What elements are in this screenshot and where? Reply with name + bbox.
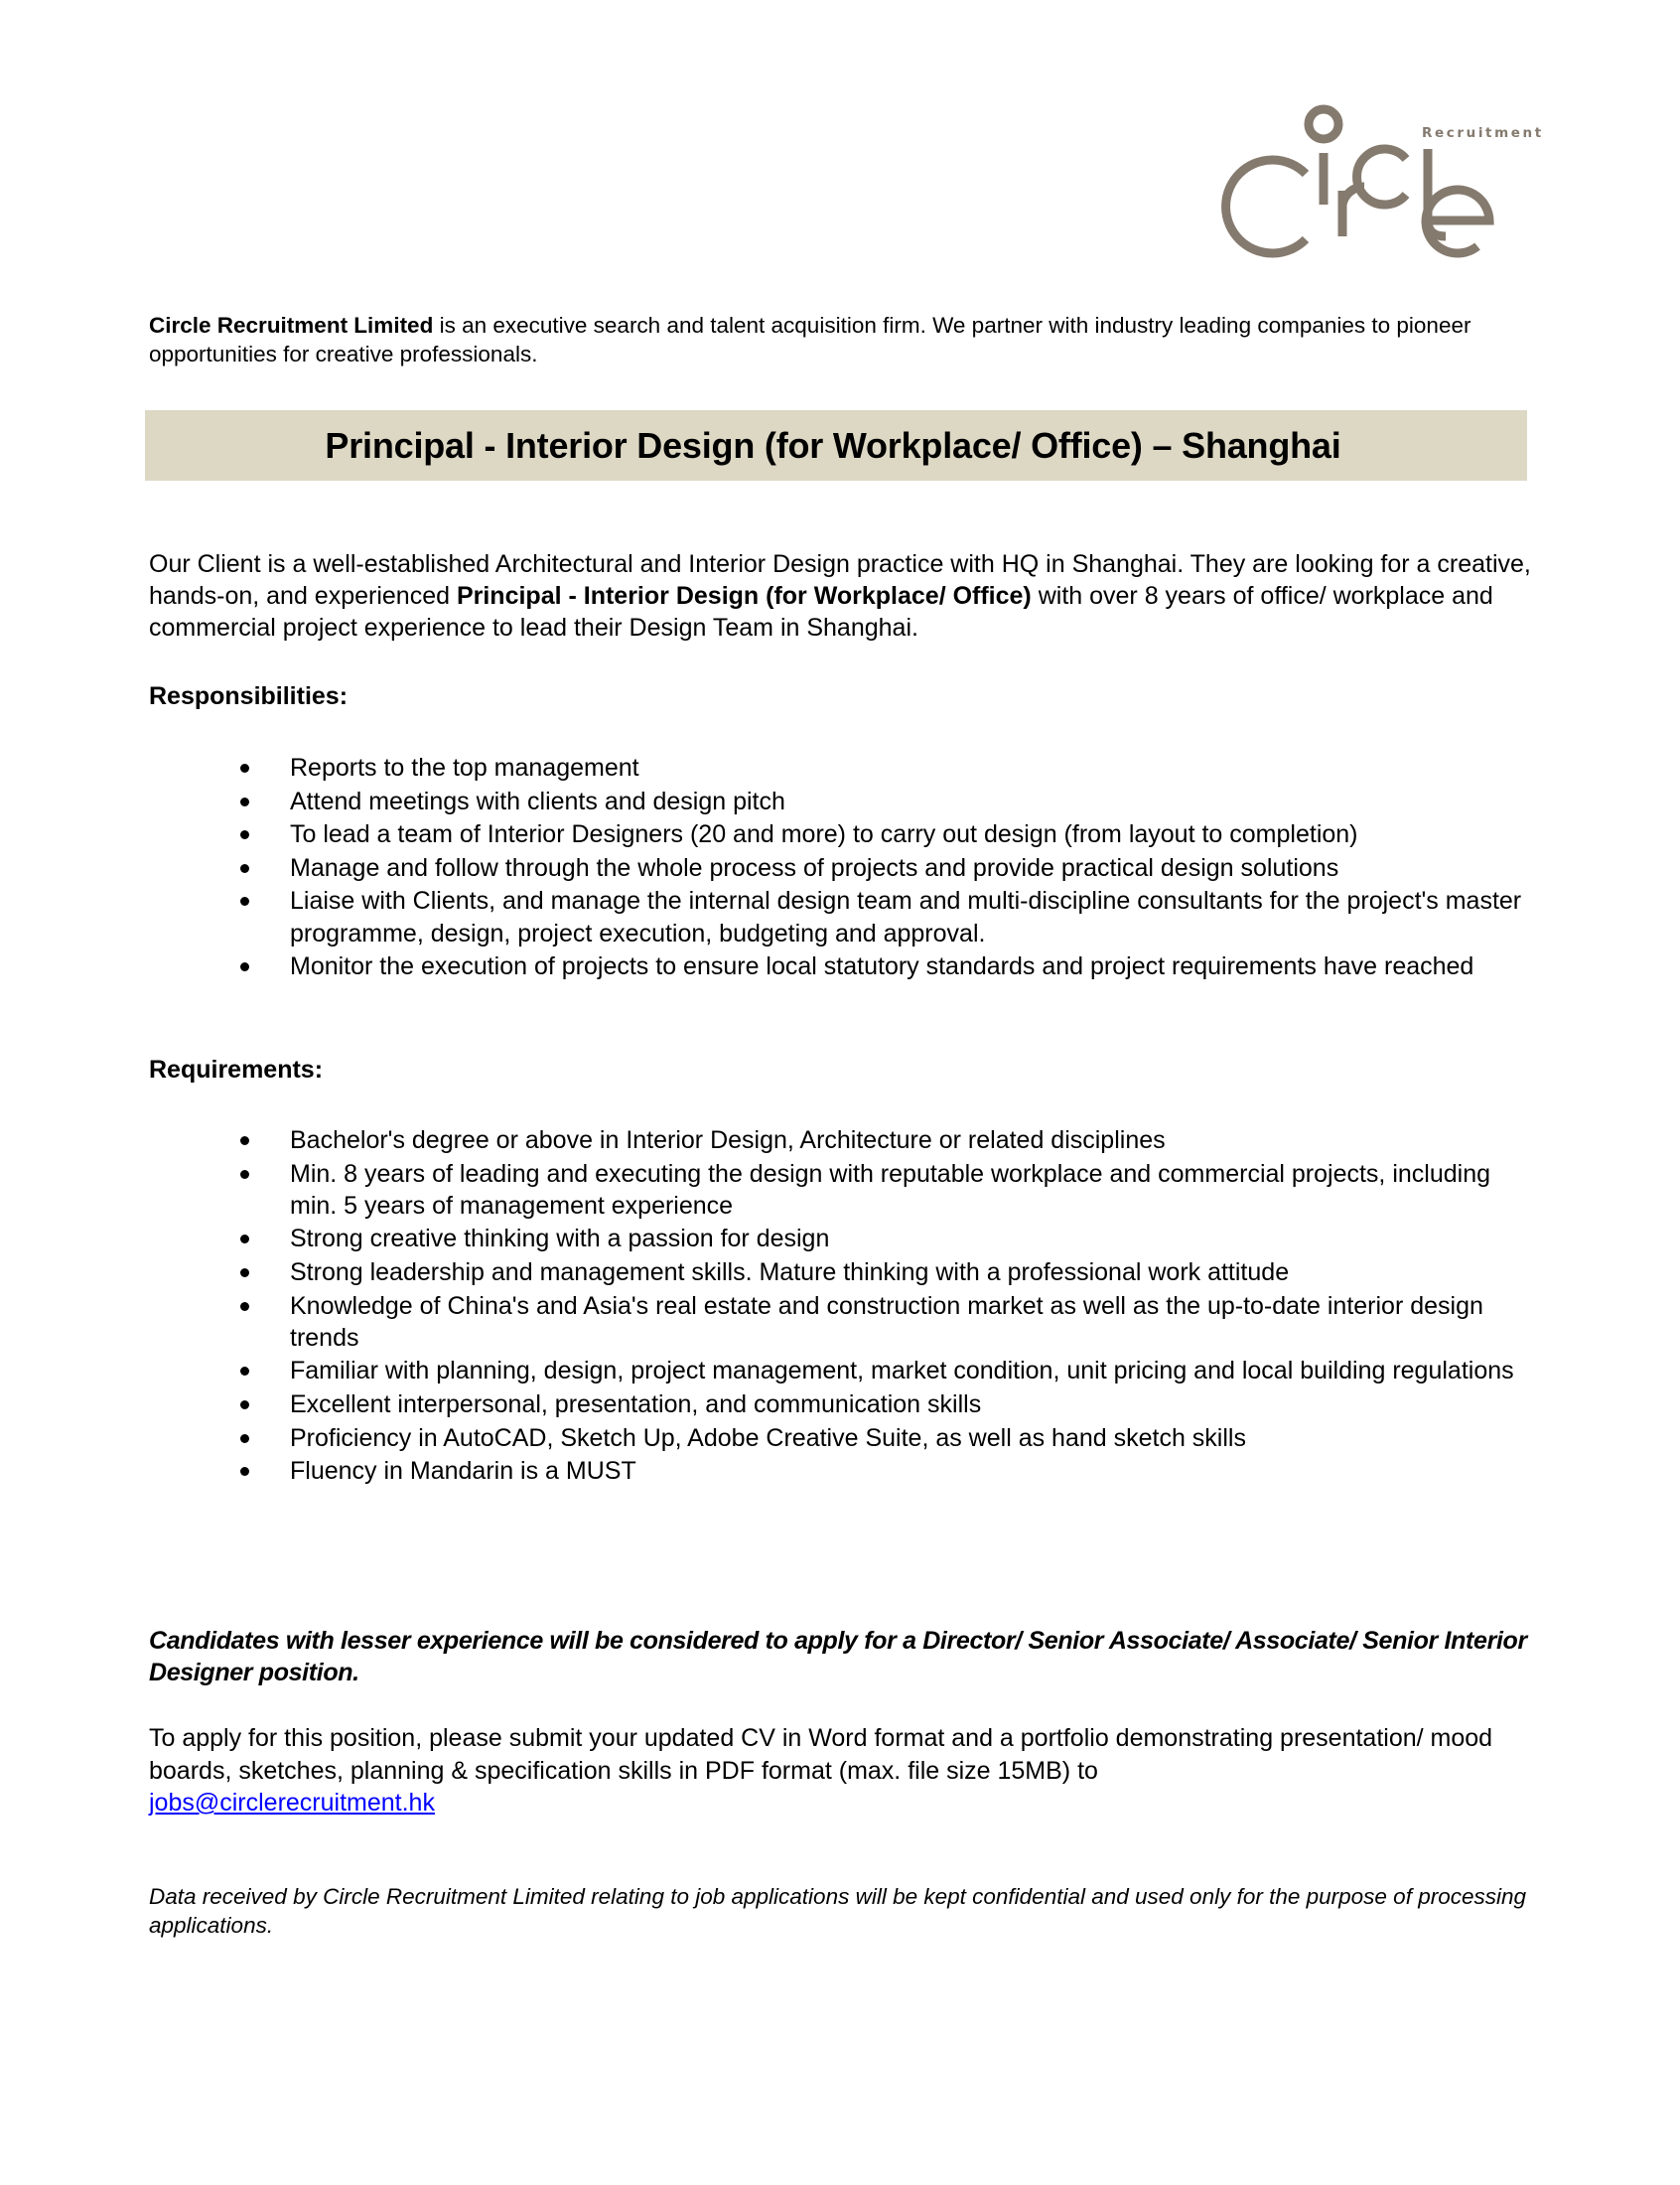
list-item — [149, 950, 1539, 982]
company-name: Circle Recruitment Limited — [149, 313, 434, 338]
list-item — [149, 852, 1539, 884]
list-item-text: Monitor the execution of projects to ensure local statutory standards and project requirements have reached — [290, 952, 1474, 981]
client-description-role: Principal - Interior Design (for Workplace/ Office) — [456, 582, 1032, 610]
list-item-text: Fluency in Mandarin is a MUST — [290, 1457, 636, 1486]
job-title: Principal - Interior Design (for Workplace/ Office) – Shanghai — [325, 424, 1341, 466]
application-instructions — [149, 1722, 1549, 1820]
list-item — [149, 885, 1539, 948]
bullet-icon — [240, 864, 249, 873]
bullet-icon — [240, 1136, 249, 1145]
logo-letter-c — [1226, 160, 1306, 253]
list-item-text: Proficiency in AutoCAD, Sketch Up, Adobe Creative Suite, as well as hand sketch skills — [290, 1423, 1246, 1452]
list-item — [149, 752, 1539, 784]
logo-letter-small-c — [1357, 149, 1406, 205]
bullet-icon — [240, 1268, 249, 1277]
list-item-text: Bachelor's degree or above in Interior Design, Architecture or related disciplines — [290, 1126, 1166, 1154]
lesser-experience-note: Candidates with lesser experience will be considered to apply for a Director/ Senior Associate/ Associate/ Senior Interior Designer position. — [149, 1627, 1527, 1686]
list-item-text: Familiar with planning, design, project management, market condition, unit pricing and local building regulations — [290, 1357, 1514, 1385]
responsibilities-heading: Responsibilities: — [149, 682, 349, 710]
application-text: To apply for this position, please submit your updated CV in Word format and a portfolio demonstrating presentation/ mood boards, sketches, planning & specification skills in PDF format (max. file size 15MB) to — [149, 1724, 1493, 1785]
logo-letter-e — [1426, 190, 1489, 253]
list-item-text: Liaise with Clients, and manage the internal design team and multi-discipline consultants for the project's master programme, design, project execution, budgeting and approval. — [290, 887, 1522, 947]
list-item — [149, 1256, 1539, 1288]
privacy-disclaimer: Data received by Circle Recruitment Limited relating to job applications will be kept confidential and used only for the purpose of processing applications. — [149, 1884, 1527, 1938]
bullet-icon — [240, 1467, 249, 1476]
list-item-text: Knowledge of China's and Asia's real estate and construction market as well as the up-to-date interior design trends — [290, 1291, 1483, 1352]
job-title-banner — [145, 410, 1527, 481]
list-item — [149, 1290, 1539, 1354]
list-item — [149, 1124, 1539, 1156]
list-item — [149, 1455, 1539, 1487]
logo-tagline: Recruitment — [1422, 125, 1544, 141]
bullet-icon — [240, 1302, 249, 1311]
responsibilities-list — [149, 752, 1539, 984]
list-item — [149, 1158, 1539, 1222]
company-description: is an executive search and talent acquisition firm. We partner with industry leading companies to pioneer opportunities for creative professionals. — [149, 313, 1471, 366]
circle-logo-icon — [1217, 95, 1545, 264]
bullet-icon — [240, 1400, 249, 1409]
client-description — [149, 548, 1534, 644]
bullet-icon — [240, 798, 249, 806]
company-intro — [149, 311, 1534, 368]
requirements-heading: Requirements: — [149, 1056, 324, 1084]
list-item — [149, 818, 1539, 850]
list-item-text: Strong leadership and management skills. Mature thinking with a professional work attitude — [290, 1257, 1290, 1286]
list-item — [149, 786, 1539, 817]
list-item-text: Reports to the top management — [290, 754, 639, 782]
list-item-text: To lead a team of Interior Designers (20 and more) to carry out design (from layout to completion) — [290, 820, 1358, 849]
list-item-text: Min. 8 years of leading and executing the design with reputable workplace and commercial projects, including min. 5 years of management experience — [290, 1159, 1491, 1220]
client-description-text-end: with over 8 years of office/ workplace and commercial project experience to lead their Design Team in Shanghai. — [149, 582, 1493, 642]
bullet-icon — [240, 830, 249, 839]
logo-dot — [1309, 109, 1338, 139]
company-logo — [1217, 95, 1545, 264]
list-item-text: Excellent interpersonal, presentation, and communication skills — [290, 1389, 982, 1418]
client-description-text: Our Client is a well-established Architectural and Interior Design practice with HQ in Shanghai. They are looking for a creative, hands-on, and experienced — [149, 550, 1531, 610]
bullet-icon — [240, 962, 249, 971]
list-item-text: Strong creative thinking with a passion for design — [290, 1225, 830, 1253]
bullet-icon — [240, 764, 249, 773]
requirements-list — [149, 1124, 1539, 1489]
bullet-icon — [240, 1367, 249, 1376]
bullet-icon — [240, 1170, 249, 1179]
bullet-icon — [240, 897, 249, 906]
list-item-text: Attend meetings with clients and design pitch — [290, 787, 785, 815]
bullet-icon — [240, 1235, 249, 1243]
list-item — [149, 1388, 1539, 1420]
bullet-icon — [240, 1434, 249, 1443]
list-item — [149, 1223, 1539, 1254]
email-link[interactable]: jobs@circlerecruitment.hk — [149, 1789, 435, 1817]
list-item-text: Manage and follow through the whole process of projects and provide practical design solutions — [290, 853, 1339, 882]
list-item — [149, 1355, 1539, 1386]
list-item — [149, 1422, 1539, 1454]
